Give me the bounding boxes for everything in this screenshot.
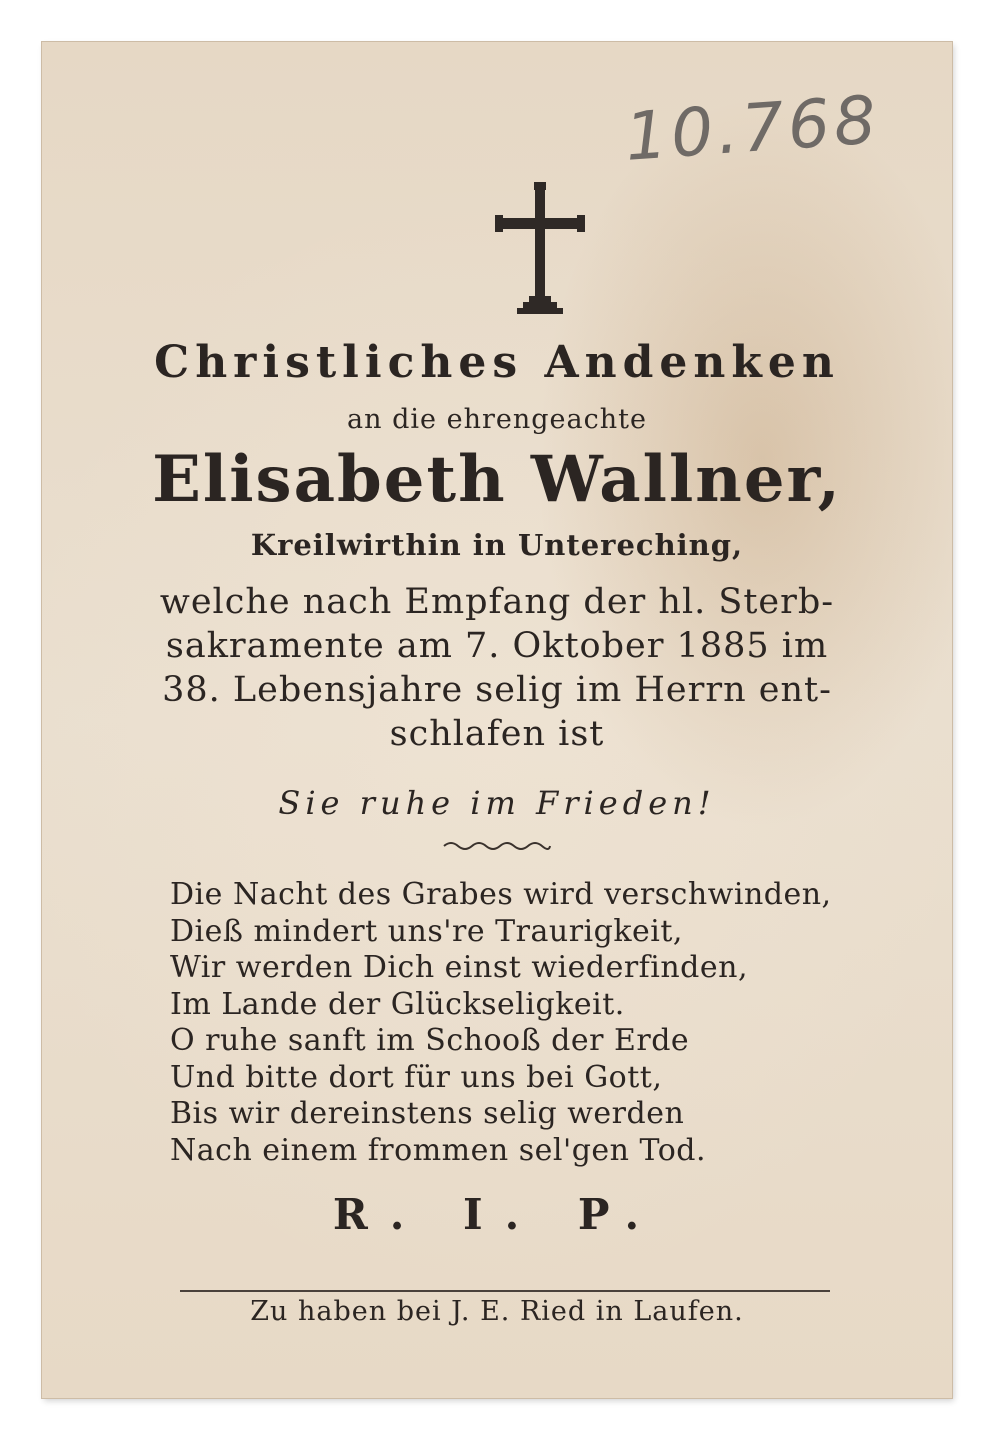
verse-line: O ruhe sanft im Schooß der Erde	[170, 1023, 690, 1058]
memorial-card	[42, 42, 952, 1398]
body-line: welche nach Empfang der hl. Sterb-	[159, 582, 835, 622]
occupation-text: Kreilwirthin in Untereching,	[250, 528, 744, 562]
deceased-name: Elisabeth Wallner,	[152, 442, 842, 517]
verse-line: Nach einem frommen sel'gen Tod.	[170, 1132, 707, 1168]
handwritten-serial-number: 10.768	[622, 81, 883, 176]
footer-divider	[180, 1290, 830, 1292]
card-title: Christliches Andenken	[154, 337, 840, 388]
rest-in-peace-line: Sie ruhe im Frieden!	[278, 784, 716, 822]
verse-line: Im Lande der Glückseligkeit.	[170, 986, 625, 1022]
verse-line: Die Nacht des Grabes wird verschwinden,	[170, 877, 832, 912]
body-text	[42, 580, 952, 756]
latin-cross-icon	[495, 182, 585, 352]
body-line: 38. Lebensjahre selig im Herrn ent-	[162, 670, 832, 710]
verse-line: Bis wir dereinstens selig werden	[170, 1096, 685, 1131]
body-line: sakramente am 7. Oktober 1885 im	[165, 626, 829, 666]
rip-text: R. I. P.	[332, 1190, 662, 1239]
verse-line: Wir werden Dich einst wiederfinden,	[170, 950, 748, 985]
memorial-verse	[170, 877, 870, 1169]
ornamental-divider	[442, 839, 552, 853]
verse-line: Dieß mindert uns're Traurigkeit,	[170, 913, 683, 949]
intro-text: an die ehrengeachte	[347, 404, 647, 435]
verse-line: Und bitte dort für uns bei Gott,	[170, 1059, 663, 1095]
printer-footer: Zu haben bei J. E. Ried in Laufen.	[250, 1296, 744, 1327]
body-line: schlafen ist	[389, 714, 605, 754]
